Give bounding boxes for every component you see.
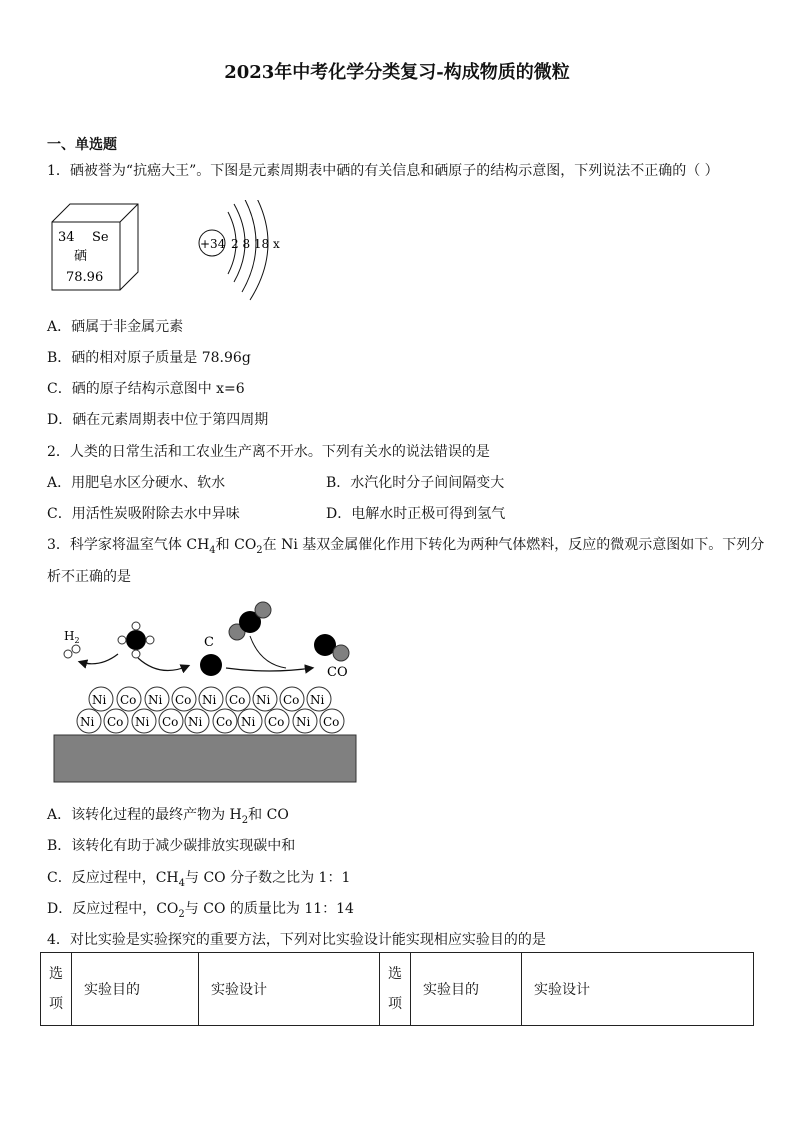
svg-text:Ni: Ni	[202, 693, 217, 707]
q3-option-a: A．该转化过程的最终产物为 $H_2$和 CO	[47, 807, 289, 826]
svg-text:Co: Co	[120, 693, 137, 707]
page-title: 2023年中考化学分类复习-构成物质的微粒	[224, 62, 570, 83]
nucleus-label: +34	[200, 237, 226, 251]
col-design-1: 实验设计	[199, 953, 380, 1026]
catalyst-top-row	[89, 687, 331, 711]
h2-label: $H_2$	[64, 629, 80, 645]
q1-stem: 1．硒被誉为“抗癌大王”。下图是元素周期表中硒的有关信息和硒原子的结构示意图，下列说法不正确的（ ）	[47, 163, 719, 179]
ch4-molecule	[118, 622, 154, 658]
svg-text:Ni: Ni	[92, 693, 107, 707]
carbon-label: C	[204, 635, 214, 650]
element-number: 34	[58, 230, 75, 245]
h2-molecule	[64, 645, 80, 658]
svg-text:Ni: Ni	[148, 693, 163, 707]
svg-text:Ni: Ni	[80, 715, 95, 729]
col-design-2: 实验设计	[522, 953, 754, 1026]
svg-text:Co: Co	[107, 715, 124, 729]
q1-option-b: B．硒的相对原子质量是 78.96g	[47, 350, 251, 366]
element-name: 硒	[74, 249, 88, 264]
svg-text:Ni: Ni	[296, 715, 311, 729]
q3-stem: 3．科学家将温室气体 $CH_4$和 $CO_2$在 Ni 基双金属催化作用下转化为两种气体燃料，反应的微观示意图如下。下列分	[47, 537, 765, 556]
q3-diagram	[50, 596, 360, 786]
svg-text:Co: Co	[268, 715, 285, 729]
col-option-1: 选项	[41, 953, 72, 1026]
element-symbol: Se	[92, 230, 109, 245]
arrow-to-carbon	[138, 658, 188, 671]
svg-text:Ni: Ni	[135, 715, 150, 729]
co-label: CO	[327, 665, 348, 680]
q1-option-a: A．硒属于非金属元素	[47, 319, 184, 335]
co-molecule	[314, 634, 349, 661]
col-purpose-2: 实验目的	[411, 953, 522, 1026]
section-heading: 一、单选题	[47, 137, 117, 153]
svg-text:Co: Co	[323, 715, 340, 729]
q1-figure	[50, 200, 290, 310]
col-option-2: 选项	[380, 953, 411, 1026]
svg-text:Co: Co	[216, 715, 233, 729]
shell-electrons: 2 8 18 x	[231, 237, 280, 251]
svg-text:Co: Co	[162, 715, 179, 729]
svg-text:Ni: Ni	[256, 693, 271, 707]
co2-molecule	[229, 602, 271, 640]
q2-stem: 2．人类的日常生活和工农业生产离不开水。下列有关水的说法错误的是	[47, 444, 490, 460]
element-mass: 78.96	[66, 270, 104, 285]
q3-option-c: C．反应过程中，$CH_4$与 CO 分子数之比为 1：1	[47, 870, 351, 889]
arrow-carbon-to-co	[226, 668, 312, 671]
svg-text:Co: Co	[283, 693, 300, 707]
q1-option-c: C．硒的原子结构示意图中 x=6	[47, 381, 245, 397]
q2-option-d: D．电解水时正极可得到氢气	[326, 506, 506, 522]
svg-text:Ni: Ni	[310, 693, 325, 707]
catalyst-support	[54, 735, 356, 782]
arrow-co2-to-co	[250, 636, 286, 668]
q3-stem-line2: 析不正确的是	[47, 569, 131, 585]
q3-option-b: B．该转化有助于减少碳排放实现碳中和	[47, 838, 296, 854]
q2-option-b: B．水汽化时分子间间隔变大	[326, 475, 505, 491]
q3-option-d: D．反应过程中，$CO_2$与 CO 的质量比为 11：14	[47, 901, 354, 920]
q4-table	[40, 952, 754, 1026]
q4-stem: 4．对比实验是实验探究的重要方法，下列对比实验设计能实现相应实验目的的是	[47, 932, 546, 948]
table-header-row	[41, 953, 754, 1026]
carbon-atom	[200, 654, 222, 676]
svg-text:Ni: Ni	[241, 715, 256, 729]
catalyst-bottom-row	[77, 709, 344, 733]
svg-text:Ni: Ni	[188, 715, 203, 729]
svg-text:Co: Co	[175, 693, 192, 707]
svg-text:Co: Co	[229, 693, 246, 707]
q2-option-c: C．用活性炭吸附除去水中异味	[47, 506, 240, 522]
q1-option-d: D．硒在元素周期表中位于第四周期	[47, 412, 269, 428]
col-purpose-1: 实验目的	[72, 953, 199, 1026]
arrow-to-h2	[80, 654, 118, 664]
q2-option-a: A．用肥皂水区分硬水、软水	[47, 475, 226, 491]
